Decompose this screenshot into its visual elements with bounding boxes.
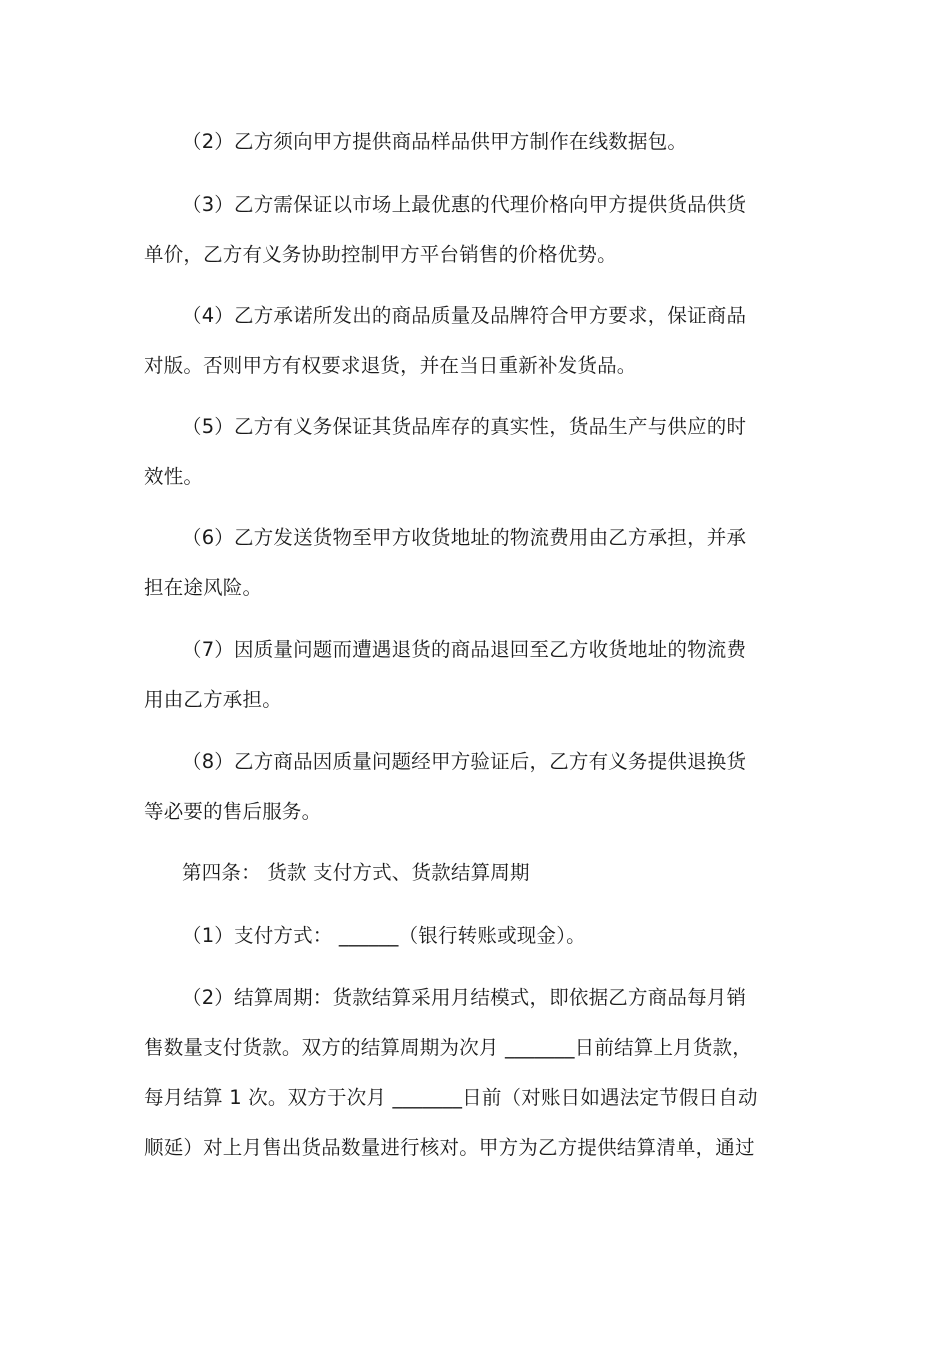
text-line: （5）乙方有义务保证其货品库存的真实性，货品生产与供应的时 <box>182 415 747 438</box>
clause-4-heading <box>144 848 784 898</box>
text-line: （3）乙方需保证以市场上最优惠的代理价格向甲方提供货品供货 <box>182 193 747 216</box>
text-line: （1）支付方式： ______（银行转账或现金）。 <box>182 924 586 947</box>
text-line: （8）乙方商品因质量问题经甲方验证后，乙方有义务提供退换货 <box>182 750 747 773</box>
text-line: （7）因质量问题而遭遇退货的商品退回至乙方收货地址的物流费 <box>182 638 747 661</box>
clause-4-item-2 <box>144 973 784 1173</box>
clause-3-item-5 <box>144 402 784 502</box>
text-line: （4）乙方承诺所发出的商品质量及品牌符合甲方要求，保证商品 <box>182 304 747 327</box>
text-line: 等必要的售后服务。 <box>144 800 322 823</box>
text-line: （2）乙方须向甲方提供商品样品供甲方制作在线数据包。 <box>182 130 688 153</box>
clause-3-item-2 <box>144 117 784 167</box>
text-line: 单价，乙方有义务协助控制甲方平台销售的价格优势。 <box>144 243 617 266</box>
text-line: 每月结算 1 次。双方于次月 _______日前（对账日如遇法定节假日自动 <box>144 1086 758 1109</box>
section-heading: 第四条： 货款 支付方式、货款结算周期 <box>182 861 530 884</box>
text-line: 效性。 <box>144 465 204 488</box>
clause-3-item-6 <box>144 513 784 613</box>
clause-3-item-8 <box>144 737 784 837</box>
clause-3-item-3 <box>144 180 784 280</box>
text-line: 对版。否则甲方有权要求退货，并在当日重新补发货品。 <box>144 354 637 377</box>
clause-3-item-7 <box>144 625 784 725</box>
clause-3-item-4 <box>144 291 784 391</box>
text-line: 顺延）对上月售出货品数量进行核对。甲方为乙方提供结算清单，通过 <box>144 1136 755 1159</box>
clause-4-item-1 <box>144 911 784 961</box>
text-line: 用由乙方承担。 <box>144 688 282 711</box>
text-line: （2）结算周期：货款结算采用月结模式，即依据乙方商品每月销 <box>182 986 747 1009</box>
text-line: （6）乙方发送货物至甲方收货地址的物流费用由乙方承担，并承 <box>182 526 747 549</box>
text-line: 担在途风险。 <box>144 576 263 599</box>
text-line: 售数量支付货款。双方的结算周期为次月 _______日前结算上月货款， <box>144 1036 752 1059</box>
